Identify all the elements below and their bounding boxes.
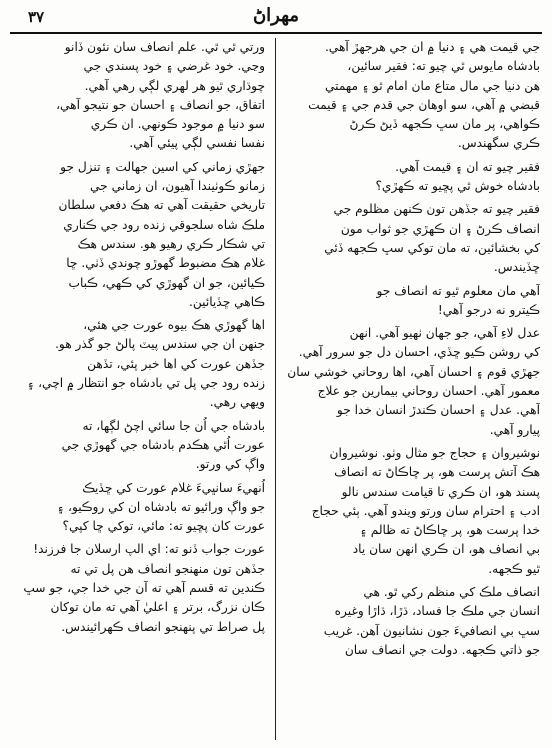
- text-line: کي روشن ڪيو ڇڏي، احسان دل جو سرور آهي.: [298, 345, 540, 360]
- text-line: اُنهيءَ سانڀيءَ غلام عورت کي ڇڏيڪ: [82, 480, 265, 495]
- text-line: ڪيائين، جو ان گهوڙي کي ڪهي، ڪباب: [68, 275, 265, 290]
- text-line: بادشاه جي اُن جا سائي اچڻ لڳها، ته: [82, 418, 265, 433]
- paragraph: [10, 38, 265, 154]
- text-line: عورت کان پڇيو ته: مائي، توکي ڇا کپي؟: [62, 519, 265, 534]
- text-line: جو واڳ ورائيو ته بادشاه ان کي روڪيو، ۽: [57, 499, 265, 514]
- paragraph: [10, 316, 265, 412]
- text-line: نفسا نفسي لڳي پيئي آهي.: [129, 136, 265, 151]
- text-line: غلام هڪ مضبوط گهوڙو چوندي ڏٺي. ڇا: [66, 256, 265, 271]
- text-line: جنهن ان جي سندس پيٽ پالڻ جو گذر هو.: [55, 337, 265, 352]
- text-line: زنده رود جي پل تي بادشاه جو انتظار ۾ اچي، ۽: [27, 376, 265, 391]
- text-line: عورت اُٿي هڪدم بادشاه جي گهوڙي جي: [61, 437, 265, 452]
- text-line: جهڙي زماني کي اسين جهالت ۽ تنزل جو: [60, 159, 265, 174]
- text-line: جهڙي قوم ۽ احسان آهي، اها روحاني خوشي سان: [287, 364, 540, 379]
- text-line: ڪان نزرگ، برتر ۽ اعليٰ آهي ته مان توکان: [50, 600, 265, 615]
- text-line: ڪندين ته قسم آهي ته آن جي خدا جي، جو سڀ: [23, 581, 265, 596]
- running-title: مهراڻ: [252, 5, 300, 26]
- text-line: بادشاه مايوس ٿي چيو ته: فقير سائين،: [347, 59, 540, 74]
- text-line: کي بخشائين، ته مان توکي سڀ ڪجهه ڏئي: [324, 240, 540, 255]
- text-line: نوشيروان ۽ حجاج جو مثال وٺو. نوشيروان: [329, 445, 540, 460]
- text-line: وڃي. خود غرضي ۽ خود پسندي جي: [83, 59, 265, 74]
- text-line: ورتي ٿي ٿي. علم انصاف سان نئون ڏانو: [64, 40, 265, 54]
- text-line: بي انصاف هو، ان ڪري انهن سان ياد: [352, 542, 540, 557]
- left-column: [10, 38, 265, 742]
- paragraph: [10, 158, 265, 312]
- paragraph: [10, 540, 265, 636]
- text-line: جڏهن عورت کي اها خبر پئي، تڏهن: [87, 356, 265, 371]
- text-line: آهي مان معلوم ٿيو ته انصاف جو: [376, 283, 540, 298]
- text-line: تي شڪار ڪري رهيو هو. سندس هڪ: [77, 236, 265, 251]
- text-line: چوڌاري ٿيو هر لهري لڳي رهي آهي.: [84, 78, 265, 93]
- text-line: ڪيترو نه درجو آهي!: [437, 302, 540, 317]
- paragraph: [285, 158, 540, 197]
- text-line: هن دنيا جي مال متاع مان امام ٿو ۽ مهمتي: [325, 78, 540, 93]
- text-line: ويهي رهي.: [209, 395, 265, 410]
- text-line: سو دنيا ۾ موجود ڪونهي. ان ڪري: [90, 117, 265, 132]
- page-header: [10, 4, 542, 34]
- text-line: ادب ۽ احترام سان ورتو ويندو آهي. ٻئي حجاج: [311, 503, 540, 518]
- paragraph: [10, 479, 265, 537]
- text-line: بادشاه خوش ٿي پڇيو ته ڪهڙي؟: [375, 179, 540, 194]
- paragraph: [285, 444, 540, 579]
- page-number: ٣٧: [28, 8, 45, 26]
- text-line: جو ذاتي ڪجهه. دولت جي انصاف سان: [344, 642, 540, 657]
- text-line: اها گهوڙي هڪ بيوه عورت جي هئي،: [83, 318, 265, 333]
- text-line: ٿيو ڪجهه.: [488, 561, 540, 576]
- paragraph: [285, 282, 540, 321]
- text-line: ڇڏيندس.: [493, 260, 540, 275]
- text-line: معمور آهي. احسان روحاني بيمارين جو علاج: [317, 384, 540, 399]
- right-column: [285, 38, 540, 742]
- text-line: تاريخي حقيقت آهي ته هڪ دفعي سلطان: [58, 198, 265, 213]
- text-line: هڪ آتش پرست هو، پر ڇاڪاڻ ته انصاف: [334, 465, 540, 480]
- text-line: انصاف ملڪ کي منظم رکي ٿو. هي: [363, 585, 540, 600]
- text-line: خدا پرست هو، پر ڇاڪاڻ ته ظالم ۽: [359, 523, 540, 538]
- text-line: جڏهن تون منهنجو انصاف هن پل تي ته: [70, 561, 265, 576]
- text-line: آهي. عدل ۽ احسان ڪندڙ انسان خدا جو: [336, 403, 540, 418]
- text-line: فقير چيو ته ان ۽ قيمت آهي.: [395, 159, 540, 174]
- paragraph: [285, 38, 540, 154]
- text-line: واڳ کي ورتو.: [195, 457, 265, 472]
- text-line: عورت جواب ڏنو ته: اي الپ ارسلان جا فرزند!: [33, 542, 265, 557]
- text-line: انسان جي ملڪ جا فساد، ڌڙا، ڌاڙا وغيره: [334, 604, 540, 619]
- text-line: پيارو آهي.: [489, 422, 540, 437]
- text-line: اتفاق، جو انصاف ۽ احسان جو نتيجو آهي،: [56, 97, 265, 112]
- text-line: پل صراط تي پنهنجو انصاف ڪهرائيندس.: [61, 619, 265, 634]
- text-line: عدل لاءِ آهي، جو جهان ٺهيو آهي. انهن: [349, 326, 540, 341]
- text-line: زمانو ڪوٺيندا آهيون، ان زماني جي: [90, 179, 265, 194]
- text-line: ڪاهي ڇڏيائين.: [188, 294, 265, 309]
- text-line: فقير چيو ته جڏهن تون ڪنهن مظلوم جي: [333, 202, 540, 217]
- text-line: ڪواهي، پر مان سڀ ڪجهه ڏيڻ ڪرڻ: [349, 117, 540, 132]
- text-line: پسند هو، ان ڪري تا قيامت سندس نالو: [341, 484, 540, 499]
- text-line: جي قيمت هي ۽ دنيا ۾ ان جي هرجهڙ آهي.: [324, 40, 540, 54]
- text-line: ملڪ شاه سلجوقي زنده رود جي ڪناري: [63, 217, 265, 232]
- text-line: انصاف ڪرڻ ۽ ان ڪهڙي جو ثواب مون: [340, 221, 540, 236]
- paragraph: [285, 583, 540, 660]
- paragraph: [285, 324, 540, 440]
- text-line: قبضي ۾ آهي، سو اوهان جي قدم جي ۽ قيمت: [308, 97, 540, 112]
- text-line: سڀ بي انصافيءَ جون نشانيون آهن. غريب: [323, 623, 540, 638]
- paragraph: [10, 417, 265, 475]
- text-line: ڪري سگهندس.: [457, 136, 540, 151]
- column-divider: [275, 38, 276, 740]
- paragraph: [285, 200, 540, 277]
